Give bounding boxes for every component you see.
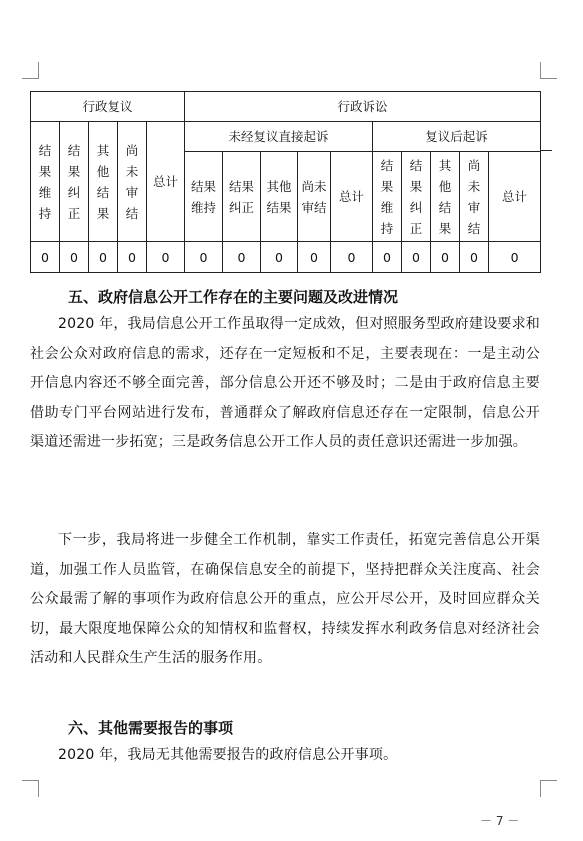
table-cell: 0 bbox=[489, 242, 541, 273]
crop-mark-bottom-right bbox=[540, 780, 557, 797]
after-col-corrected: 结果纠正 bbox=[402, 152, 431, 242]
page-number: － 7 － bbox=[480, 814, 520, 828]
review-col-upheld: 结果维持 bbox=[31, 122, 60, 242]
table-cell: 0 bbox=[402, 242, 431, 273]
review-col-total: 总计 bbox=[147, 122, 185, 242]
table-cell: 0 bbox=[223, 242, 261, 273]
direct-col-total: 总计 bbox=[331, 152, 373, 242]
admin-litigation-header: 行政诉讼 bbox=[185, 92, 541, 122]
table-cell: 0 bbox=[89, 242, 118, 273]
table-cell: 0 bbox=[60, 242, 89, 273]
table-row bbox=[31, 242, 541, 273]
table-cell: 0 bbox=[460, 242, 489, 273]
direct-col-other: 其他结果 bbox=[261, 152, 298, 242]
after-col-total: 总计 bbox=[489, 152, 541, 242]
section6-heading: 六、其他需要报告的事项 bbox=[68, 719, 234, 737]
review-col-pending: 尚未审结 bbox=[118, 122, 147, 242]
table-cell: 0 bbox=[331, 242, 373, 273]
section5-paragraph-2: 下一步，我局将进一步健全工作机制，靠实工作责任，拓宽完善信息公开渠道，加强工作人员监管，在确保信息安全的前提下，坚持把群众关注度高、社会公众最需了解的事项作为政府信息公开的重点，应公开尽公开，及时回应群众关切，最大限度地保障公众的知情权和监督权，持续发挥水利政务信息对经济社会活动和人民群众生产生活的服务作用。 bbox=[30, 532, 540, 666]
admin-review-header: 行政复议 bbox=[31, 92, 185, 122]
crop-mark-top-left bbox=[22, 62, 39, 79]
section6-paragraph: 2020 年，我局无其他需要报告的政府信息公开事项。 bbox=[58, 747, 398, 763]
table-cell: 0 bbox=[373, 242, 402, 273]
after-col-pending: 尚未审结 bbox=[460, 152, 489, 242]
table-cell: 0 bbox=[31, 242, 60, 273]
table-cell: 0 bbox=[298, 242, 331, 273]
review-litigation-table bbox=[30, 91, 541, 273]
section5-heading: 五、政府信息公开工作存在的主要问题及改进情况 bbox=[68, 288, 399, 306]
crop-mark-top-right bbox=[540, 62, 557, 79]
review-col-corrected: 结果纠正 bbox=[60, 122, 89, 242]
table-cell: 0 bbox=[431, 242, 460, 273]
suit-after-review-header: 复议后起诉 bbox=[373, 122, 541, 152]
section5-paragraph-1: 2020 年，我局信息公开工作虽取得一定成效，但对照服务型政府建设要求和社会公众对政府信息的需求，还存在一定短板和不足，主要表现在：一是主动公开信息内容还不够全面完善，部分信息公开还不够及时；二是由于政府信息主要借助专门平台网站进行发布，普通群众了解政府信息还存在一定限制，信息公开渠道还需进一步拓宽；三是政务信息公开工作人员的责任意识还需进一步加强。 bbox=[30, 316, 540, 450]
after-col-upheld: 结果维持 bbox=[373, 152, 402, 242]
review-col-other: 其他结果 bbox=[89, 122, 118, 242]
direct-col-pending: 尚未审结 bbox=[298, 152, 331, 242]
direct-col-upheld: 结果维持 bbox=[185, 152, 223, 242]
table-cell: 0 bbox=[118, 242, 147, 273]
direct-suit-header: 未经复议直接起诉 bbox=[185, 122, 373, 152]
direct-col-corrected: 结果纠正 bbox=[223, 152, 261, 242]
table-border-stub bbox=[540, 150, 552, 151]
after-col-other: 其他结果 bbox=[431, 152, 460, 242]
table-cell: 0 bbox=[261, 242, 298, 273]
table-cell: 0 bbox=[147, 242, 185, 273]
table-cell: 0 bbox=[185, 242, 223, 273]
crop-mark-bottom-left bbox=[22, 780, 39, 797]
